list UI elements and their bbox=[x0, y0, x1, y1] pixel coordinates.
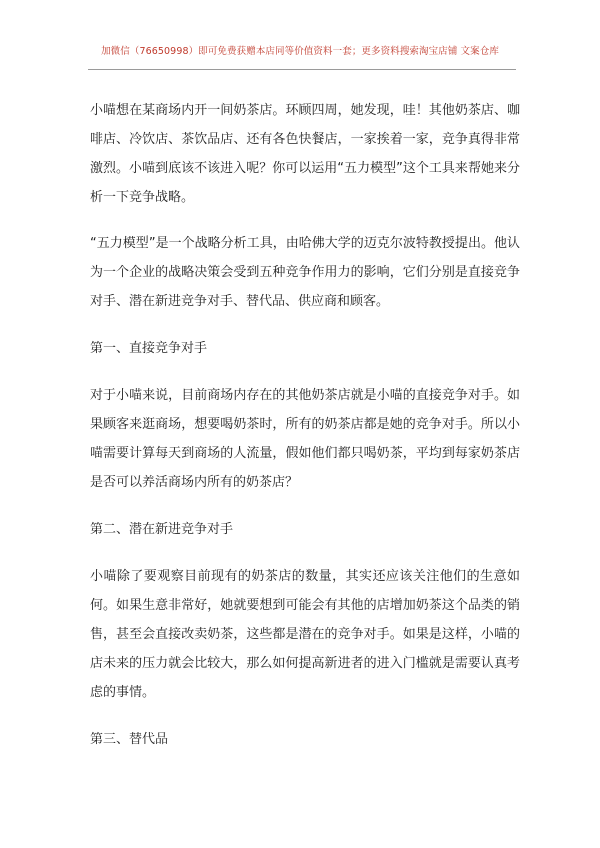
header-divider bbox=[88, 69, 516, 70]
section-body-potential-entrants: 小喵除了要观察目前现有的奶茶店的数量，其实还应该关注他们的生意如何。如果生意非常好，她就要想到可能会有其他的店增加奶茶这个品类的销售，甚至会直接改卖奶茶，这些都是潜在的竞争对手。如果是这样，小喵的店未来的压力就会比较大，那么如何提高新进者的进入门槛就是需要认真考虑的事情。 bbox=[90, 569, 520, 700]
intro-paragraph: 小喵想在某商场内开一间奶茶店。环顾四周，她发现，哇！其他奶茶店、咖啡店、冷饮店、茶饮品店、还有各色快餐店，一家挨着一家，竞争真得非常激烈。小喵到底该不该进入呢？你可以运用“五力模型”这个工具来帮她来分析一下竞争战略。 bbox=[90, 103, 520, 205]
section-heading-direct-competitors: 第一、直接竞争对手 bbox=[90, 341, 208, 356]
document-body bbox=[90, 96, 520, 754]
section-heading-potential-entrants: 第二、潜在新进竞争对手 bbox=[90, 522, 234, 537]
header-banner: 加微信（76650998）即可免费获赠本店同等价值资料一套；更多资料搜索淘宝店铺 文案仓库 bbox=[101, 46, 499, 57]
five-forces-definition-paragraph: “五力模型”是一个战略分析工具，由哈佛大学的迈克尔波特教授提出。他认为一个企业的战略决策会受到五种竞争作用力的影响，它们分别是直接竞争对手、潜在新进竞争对手、替代品、供应商和顾客。 bbox=[90, 236, 520, 309]
section-body-direct-competitors: 对于小喵来说，目前商场内存在的其他奶茶店就是小喵的直接竞争对手。如果顾客来逛商场，想要喝奶茶时，所有的奶茶店都是她的竞争对手。所以小喵需要计算每天到商场的人流量，假如他们都只喝奶茶，平均到每家奶茶店是否可以养活商场内所有的奶茶店？ bbox=[90, 388, 520, 490]
section-heading-substitutes: 第三、替代品 bbox=[90, 732, 169, 747]
